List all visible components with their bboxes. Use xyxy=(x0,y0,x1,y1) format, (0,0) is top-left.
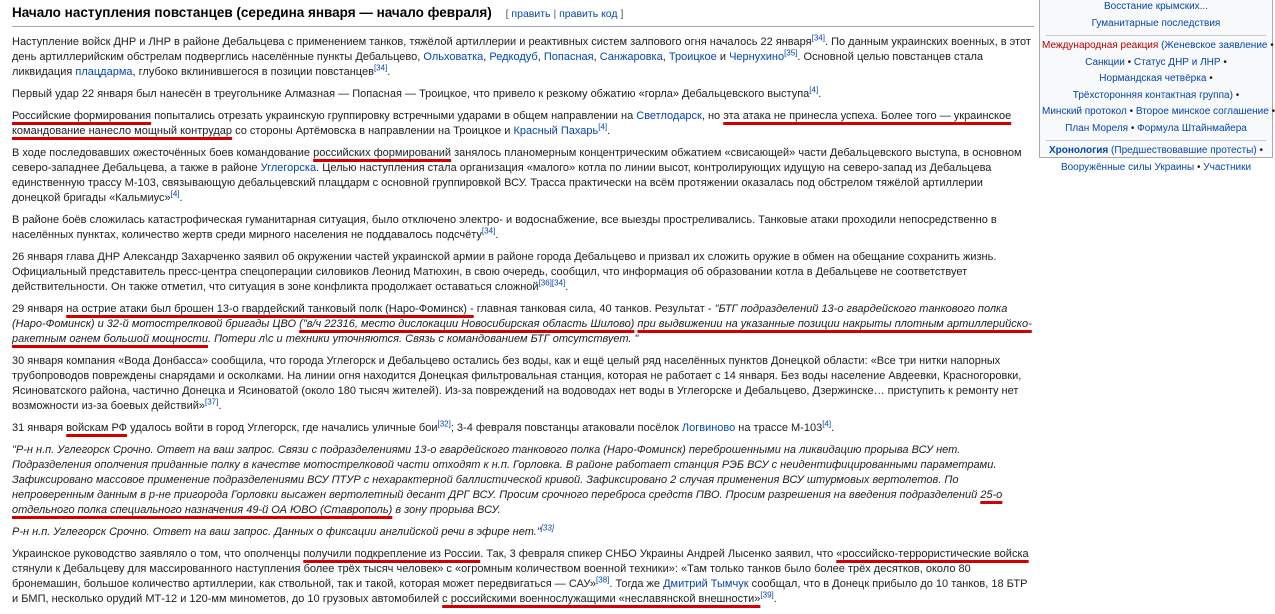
ref-37[interactable]: [37] xyxy=(204,397,219,407)
underline-25-regiment: 25-о отдельного полка специального назначения 49-й ОА ЮВО (Ставрополь) xyxy=(12,489,1003,516)
article-section xyxy=(12,0,1034,614)
underline-counterattack: эта атака не принесла успеха. Более того — украинское командование нанесло мощный контрудар xyxy=(12,110,1012,137)
paragraph-4: В ходе последовавших ожесточённых боев командование российских формирований занялось планомерным концентрическим обжатием «свисающей» части Дебальцевского выступа, в основном северо-западнее Дебальцева, а также в районе Углегорска. Целью наступления стала организация «малого» котла по линии высот, контролирующих идущую на северо-запад из Дебальцева единственную трассу М-103, связывающую дебальцевский плацдарм с основной группировкой ВСУ. Трасса практически на всём протяжении оказалась под обстрелом тяжёлой артиллерии донецкой бригады «Кальмиус»[4]. xyxy=(12,147,1022,204)
underline-russian-formations: Российские формирования xyxy=(12,110,152,122)
paragraph-9: 31 января войскам РФ удалось войти в город Углегорск, где начались уличные бои[32]; 3-4 февраля повстанцы атаковали посёлок Логвиново на трассе М-103[4]. xyxy=(12,419,835,434)
underline-rf-troops: войскам РФ xyxy=(66,422,128,434)
navbox-row-9: Вооружённые силы Украины • Участники xyxy=(1060,161,1252,173)
paragraph-8: 30 января компания «Вода Донбасса» сообщила, что города Углегорск и Дебальцево остались без воды, как и ещё целый ряд населённых пунктов Донецкой области: «Все три нитки напорных трубопроводов повреждены снарядами и осколками. На линии огня находится Донецкая фильтровальная станция, которая не работает с 14 января. Без воды население Авдеевки, Красногоровки, Ясиноватского района, частично Донецка и Ясиноватой (около 180 тысяч жителей). Из-за повреждений на водоводах нет воды в Углегорске и Дебальцево, Дзержинске… приступить к ремонту нет возможности из-за боевых действий»[37]. xyxy=(12,355,1022,412)
ref-4b[interactable]: [4] xyxy=(598,122,608,132)
navbox-link-status[interactable]: Статус ДНР и ЛНР xyxy=(1133,56,1221,68)
link-logvinovo[interactable]: Логвиново xyxy=(681,422,736,434)
ref-39[interactable]: [39] xyxy=(760,590,774,600)
link-popasnaya[interactable]: Попасная xyxy=(543,51,594,63)
ref-36-34[interactable]: [36][34] xyxy=(538,278,566,288)
navbox-link-sanctions[interactable]: Санкции xyxy=(1085,56,1125,68)
link-sanzharovka[interactable]: Санжаровка xyxy=(599,51,663,63)
paragraph-5: В районе боёв сложилась катастрофическая гуманитарная ситуация, было отключено электро- и водоснабжение, все выезды простреливались. Танковые атаки проходили непосредственно в населённых пунктах, количество жертв среди мирного населения не поддавалось подсчёту[34]. xyxy=(12,214,997,241)
underline-russian-terrorist-troops: «российско-террористические войска xyxy=(836,548,1029,560)
paragraph-7: 29 января на острие атаки был брошен 13-о гвардейский танковый полк (Наро-Фоминск) - главная танковая сила, 40 танков. Результат - "БТГ подразделений 13-о гвардейского танкового полка (Наро-Фоминск) и 32-й мотострелковой бригады ЦВО ("в/ч 22316, место дислокации Новосибирская область Шилово) при выдвижении на указанные позиции накрыты плотным артиллерийско-ракетным огнем большой мощности. Потери л\с и техники уточняются. Связь с командованием БТГ отсутствует. " xyxy=(12,303,1032,345)
navbox-link-trilateral[interactable]: Трёхсторонняя контактная группа) xyxy=(1072,89,1233,101)
edit-section-links: [ править | править код ] xyxy=(505,8,624,20)
ref-4d[interactable]: [4] xyxy=(822,419,832,429)
link-platsdarm[interactable]: плацдарма xyxy=(75,66,133,78)
navbox-link-chronology[interactable]: Хронология xyxy=(1049,145,1109,156)
navbox-link-top[interactable]: Восстание крымских... xyxy=(1103,1,1208,12)
navbox-row-5: Трёхсторонняя контактная группа) • xyxy=(1072,89,1240,101)
navbox-link-normandy[interactable]: Нормандская четвёрка xyxy=(1099,73,1207,84)
navbox-link-international-reaction[interactable]: Международная реакция xyxy=(1042,40,1159,51)
ref-38[interactable]: [38] xyxy=(596,575,610,585)
navbox-row-1 xyxy=(1040,16,1272,33)
paragraph-12: Украинское руководство заявляло о том, что ополченцы получили подкрепление из России. Так, 3 февраля спикер СНБО Украины Андрей Лысенко заявил, что «российско-террористические войска стянули к Дебальцеву для массированного наступления более трёх тысяч человек» с «огромным количеством военной техники»: «Там только танков было более трёх десятков, около 80 бронемашин, большое количество артиллерии, как ствольной, так и такой, которая может передвигаться — САУ»[38]. Тогда же Дмитрий Тымчук сообщал, что в Донецк прибыло до 10 танков, 18 БТР и БМП, несколько орудий МТ-12 и 120-мм минометов, до 10 грузовых автомобилей с российскими военнослужащими «неславянской внешности»[39]. xyxy=(12,548,1029,605)
paragraph-6: 26 января глава ДНР Александр Захарченко заявил об окружении частей украинской армии в районе города Дебальцево и призвал их сложить оружие в обмен на обещание сохранить жизнь. Официальный представитель пресс-центра спецоперации силовиков Леонид Матюхин, в свою очередь, сообщил, что информация об образовании котла в Дебальцеве не соответствует действительности. Он также отметил, что ситуация в зоне конфликта продолжает оставаться сложной[36][34]. xyxy=(12,251,997,293)
navbox-link-previous-protests[interactable]: (Предшествовавшие протесты) xyxy=(1111,145,1257,156)
link-troitskoe[interactable]: Троицкое xyxy=(668,51,717,63)
ref-4[interactable]: [4] xyxy=(809,85,819,95)
paragraph-10: "Р-н н.п. Углегорск Срочно. Ответ на ваш запрос. Связи с подразделениями 13-о гвардейского танкового полка (Наро-Фоминск) переброшенными на ликвидацию прорыва ВСУ нет. Подразделения ополчения приданные полку в качестве мотострелковой части отходят к н.п. Горловка. В районе работает станция РЭБ ВСУ с неидентифицированными параметрами. Зафиксировано массовое применение подразделениями ВСУ ПТУР с нехарактерной баллистической кривой. Зафиксировано 2 случая применения ВСУ штурмовых вертолетов. По непроверенным данным в р-не пригорода Горловки высажен вертолетный десант ДРГ ВСУ. Просим срочного переброса средств ПВО. Просим разрешения на введения подразделений 25-о отдельного полка специального назначения 49-й ОА ЮВО (Ставрополь) в зону прорыва ВСУ. xyxy=(12,444,1003,516)
paragraph-11: Р-н н.п. Углегорск Срочно. Ответ на ваш запрос. Данных о фиксации английской речи в эфире нет."[33] xyxy=(12,523,555,538)
navbox-row-4: Нормандская четвёрка • xyxy=(1099,73,1213,84)
paragraph-2: Первый удар 22 января был нанесён в треугольнике Алмазная — Попасная — Троицкое, что привело к резкому обжатию «горла» Дебальцевского выступа[4]. xyxy=(12,85,822,100)
underline-russian-formations-2: российских формирований xyxy=(313,147,452,159)
link-chernukhino[interactable]: Чернухино xyxy=(729,51,785,63)
ref-32[interactable]: [32] xyxy=(437,419,451,429)
ref-4c[interactable]: [4] xyxy=(170,189,180,199)
underline-russian-servicemen: с российскими военнослужащими «неславянской внешности» xyxy=(442,593,761,605)
navbox-divider xyxy=(1046,35,1266,36)
navbox-row-2: Международная реакция (Женевское заявление • xyxy=(1042,40,1274,51)
link-redkodub[interactable]: Редкодуб xyxy=(489,51,538,63)
link-tymchuk[interactable]: Дмитрий Тымчук xyxy=(663,578,749,590)
navbox-sidebar xyxy=(1039,0,1275,173)
navbox-row-6: Минский протокол • Второе минское соглашение • xyxy=(1042,106,1275,117)
underline-unit-22316: ("в/ч 22316, место дислокации Новосибирская область Шилово) xyxy=(299,318,635,330)
navbox-link-participants[interactable]: Участники xyxy=(1203,161,1252,173)
link-olkhovatka[interactable]: Ольховатка xyxy=(423,51,484,63)
link-krasny-pakhar[interactable]: Красный Пахарь xyxy=(513,125,599,137)
navbox-link-humanitarian[interactable]: Гуманитарные последствия xyxy=(1091,17,1221,29)
underline-13-guards-regiment: на острие атаки был брошен 13-о гвардейский танковый полк (Наро-Фоминск) - xyxy=(66,303,474,315)
navbox-link-morel[interactable]: План Мореля xyxy=(1065,122,1129,134)
navbox-row-8: Хронология (Предшествовавшие протесты) • xyxy=(1049,145,1263,156)
navbox-link-armed-forces[interactable]: Вооружённые силы Украины xyxy=(1060,161,1195,173)
underline-artillery-fire: при выдвижении на указанные позиции накрыты плотным артиллерийско-ракетным огнем большой мощности xyxy=(12,318,1032,345)
navbox-link-minsk-2[interactable]: Второе минское соглашение xyxy=(1135,106,1269,117)
navbox-link-geneva[interactable]: (Женевское заявление xyxy=(1161,40,1268,51)
navbox-link-steinmeier[interactable]: Формула Штайнмайера xyxy=(1137,122,1247,134)
navbox-divider-2 xyxy=(1046,140,1266,141)
ref-34c[interactable]: [34] xyxy=(481,226,496,236)
navbox-row-0 xyxy=(1040,0,1272,16)
edit-link[interactable]: править xyxy=(511,8,551,20)
ref-34b[interactable]: [34] xyxy=(373,63,388,73)
paragraph-1: Наступление войск ДНР и ЛНР в районе Дебальцева с применением танков, тяжёлой артиллерии и реактивных систем залпового огня началось 22 января[34]. По данным украинских военных, в этот день артиллерийским обстрелам подверглись населённые пункты Дебальцево, Ольховатка, Редкодуб, Попасная, Санжаровка, Троицкое и Чернухино[35]. Основной целью повстанцев стала ликвидация плацдарма, глубоко вклинившегося в позиции повстанцев[34]. xyxy=(12,33,1031,78)
section-heading xyxy=(12,4,1034,27)
ref-33[interactable]: [33] xyxy=(540,523,555,533)
ref-35[interactable]: [35] xyxy=(784,48,798,58)
paragraph-3: Российские формирования попытались отрезать украинскую группировку встречными ударами в общем направлении на Светлодарск, но эта атака не принесла успеха. Более того — украинское командование нанесло мощный контрудар со стороны Артёмовска в направлении на Троицкое и Красный Пахарь[4]. xyxy=(12,110,1012,137)
section-title: Начало наступления повстанцев (середина января — начало февраля) xyxy=(12,5,492,20)
navbox-link-minsk-protocol[interactable]: Минский протокол xyxy=(1042,106,1127,117)
link-svetlodarsk[interactable]: Светлодарск xyxy=(636,110,702,122)
underline-reinforcement: получили подкрепление из России xyxy=(303,548,481,560)
ref-34[interactable]: [34] xyxy=(811,33,825,43)
edit-code-link[interactable]: править код xyxy=(559,8,618,20)
navbox-row-3: Санкции • Статус ДНР и ЛНР • xyxy=(1085,56,1227,68)
navbox-row-7: План Мореля • Формула Штайнмайера xyxy=(1065,122,1247,134)
link-uglegorsk[interactable]: Углегорска xyxy=(260,162,317,174)
